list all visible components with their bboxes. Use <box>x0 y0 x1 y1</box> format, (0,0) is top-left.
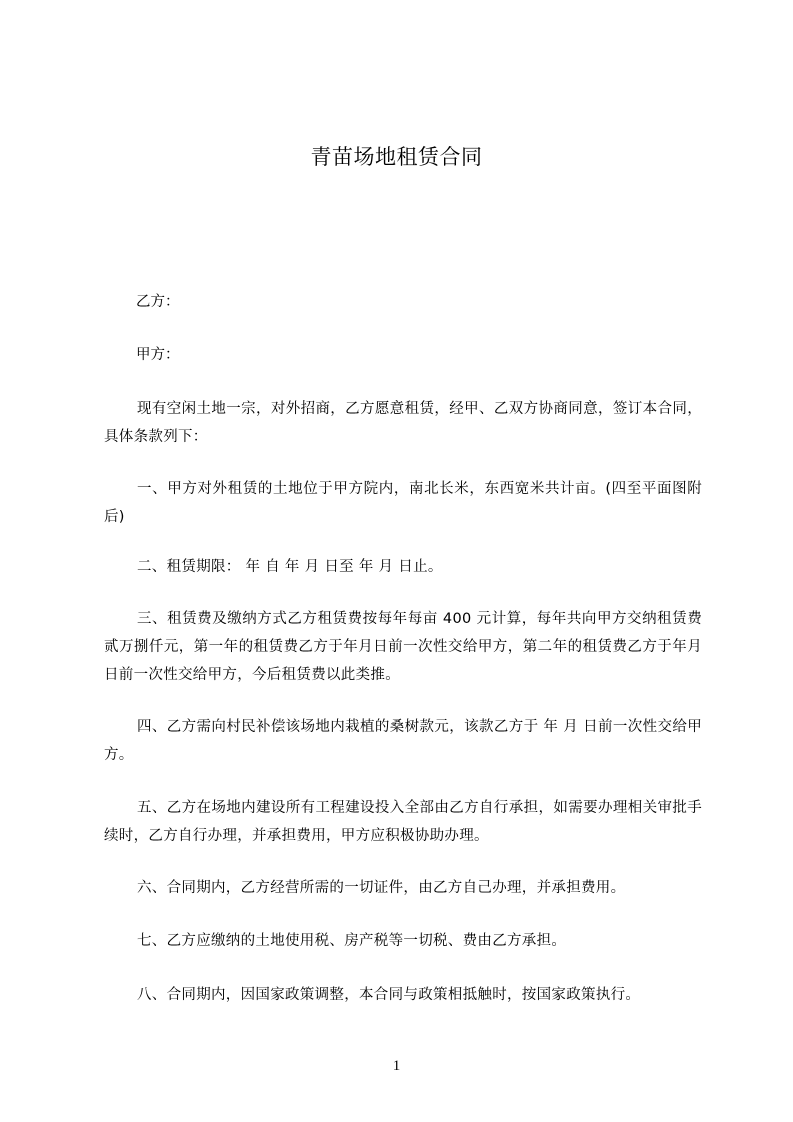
clause-3-rent: 三、租赁费及缴纳方式乙方租赁费按每年每亩 400 元计算，每年共向甲方交纳租赁费贰万捌仟元，第一年的租赁费乙方于年月日前一次性交给甲方，第二年的租赁费乙方于年月日前一次性交给甲方，今后租赁费以此类推。 <box>104 611 702 683</box>
preamble-paragraph: 现有空闲土地一宗，对外招商，乙方愿意租赁，经甲、乙双方协商同意，签订本合同，具体条款列下： <box>104 401 702 445</box>
page-number: 1 <box>392 1058 401 1074</box>
clause-7-taxes: 七、乙方应缴纳的土地使用税、房产税等一切税、费由乙方承担。 <box>137 933 567 949</box>
clause-4-compensation: 四、乙方需向村民补偿该场地内栽植的桑树款元，该款乙方于 年 月 日前一次性交给甲方。 <box>104 719 702 763</box>
document-title: 青苗场地租赁合同 <box>310 145 483 169</box>
clause-2-term: 二、租赁期限： 年 自 年 月 日至 年 月 日止。 <box>137 559 443 575</box>
clause-8-policy: 八、合同期内，因国家政策调整，本合同与政策相抵触时，按国家政策执行。 <box>137 987 641 1003</box>
party-a-label: 甲方： <box>136 347 180 363</box>
clause-6-licenses: 六、合同期内，乙方经营所需的一切证件，由乙方自己办理，并承担费用。 <box>137 880 626 896</box>
party-b-label: 乙方： <box>136 294 180 310</box>
clause-1-location: 一、甲方对外租赁的土地位于甲方院内，南北长米，东西宽米共计亩。(四至平面图附后) <box>104 481 702 525</box>
clause-5-construction: 五、乙方在场地内建设所有工程建设投入全部由乙方自行承担，如需要办理相关审批手续时，乙方自行办理，并承担费用，甲方应积极协助办理。 <box>104 800 702 844</box>
